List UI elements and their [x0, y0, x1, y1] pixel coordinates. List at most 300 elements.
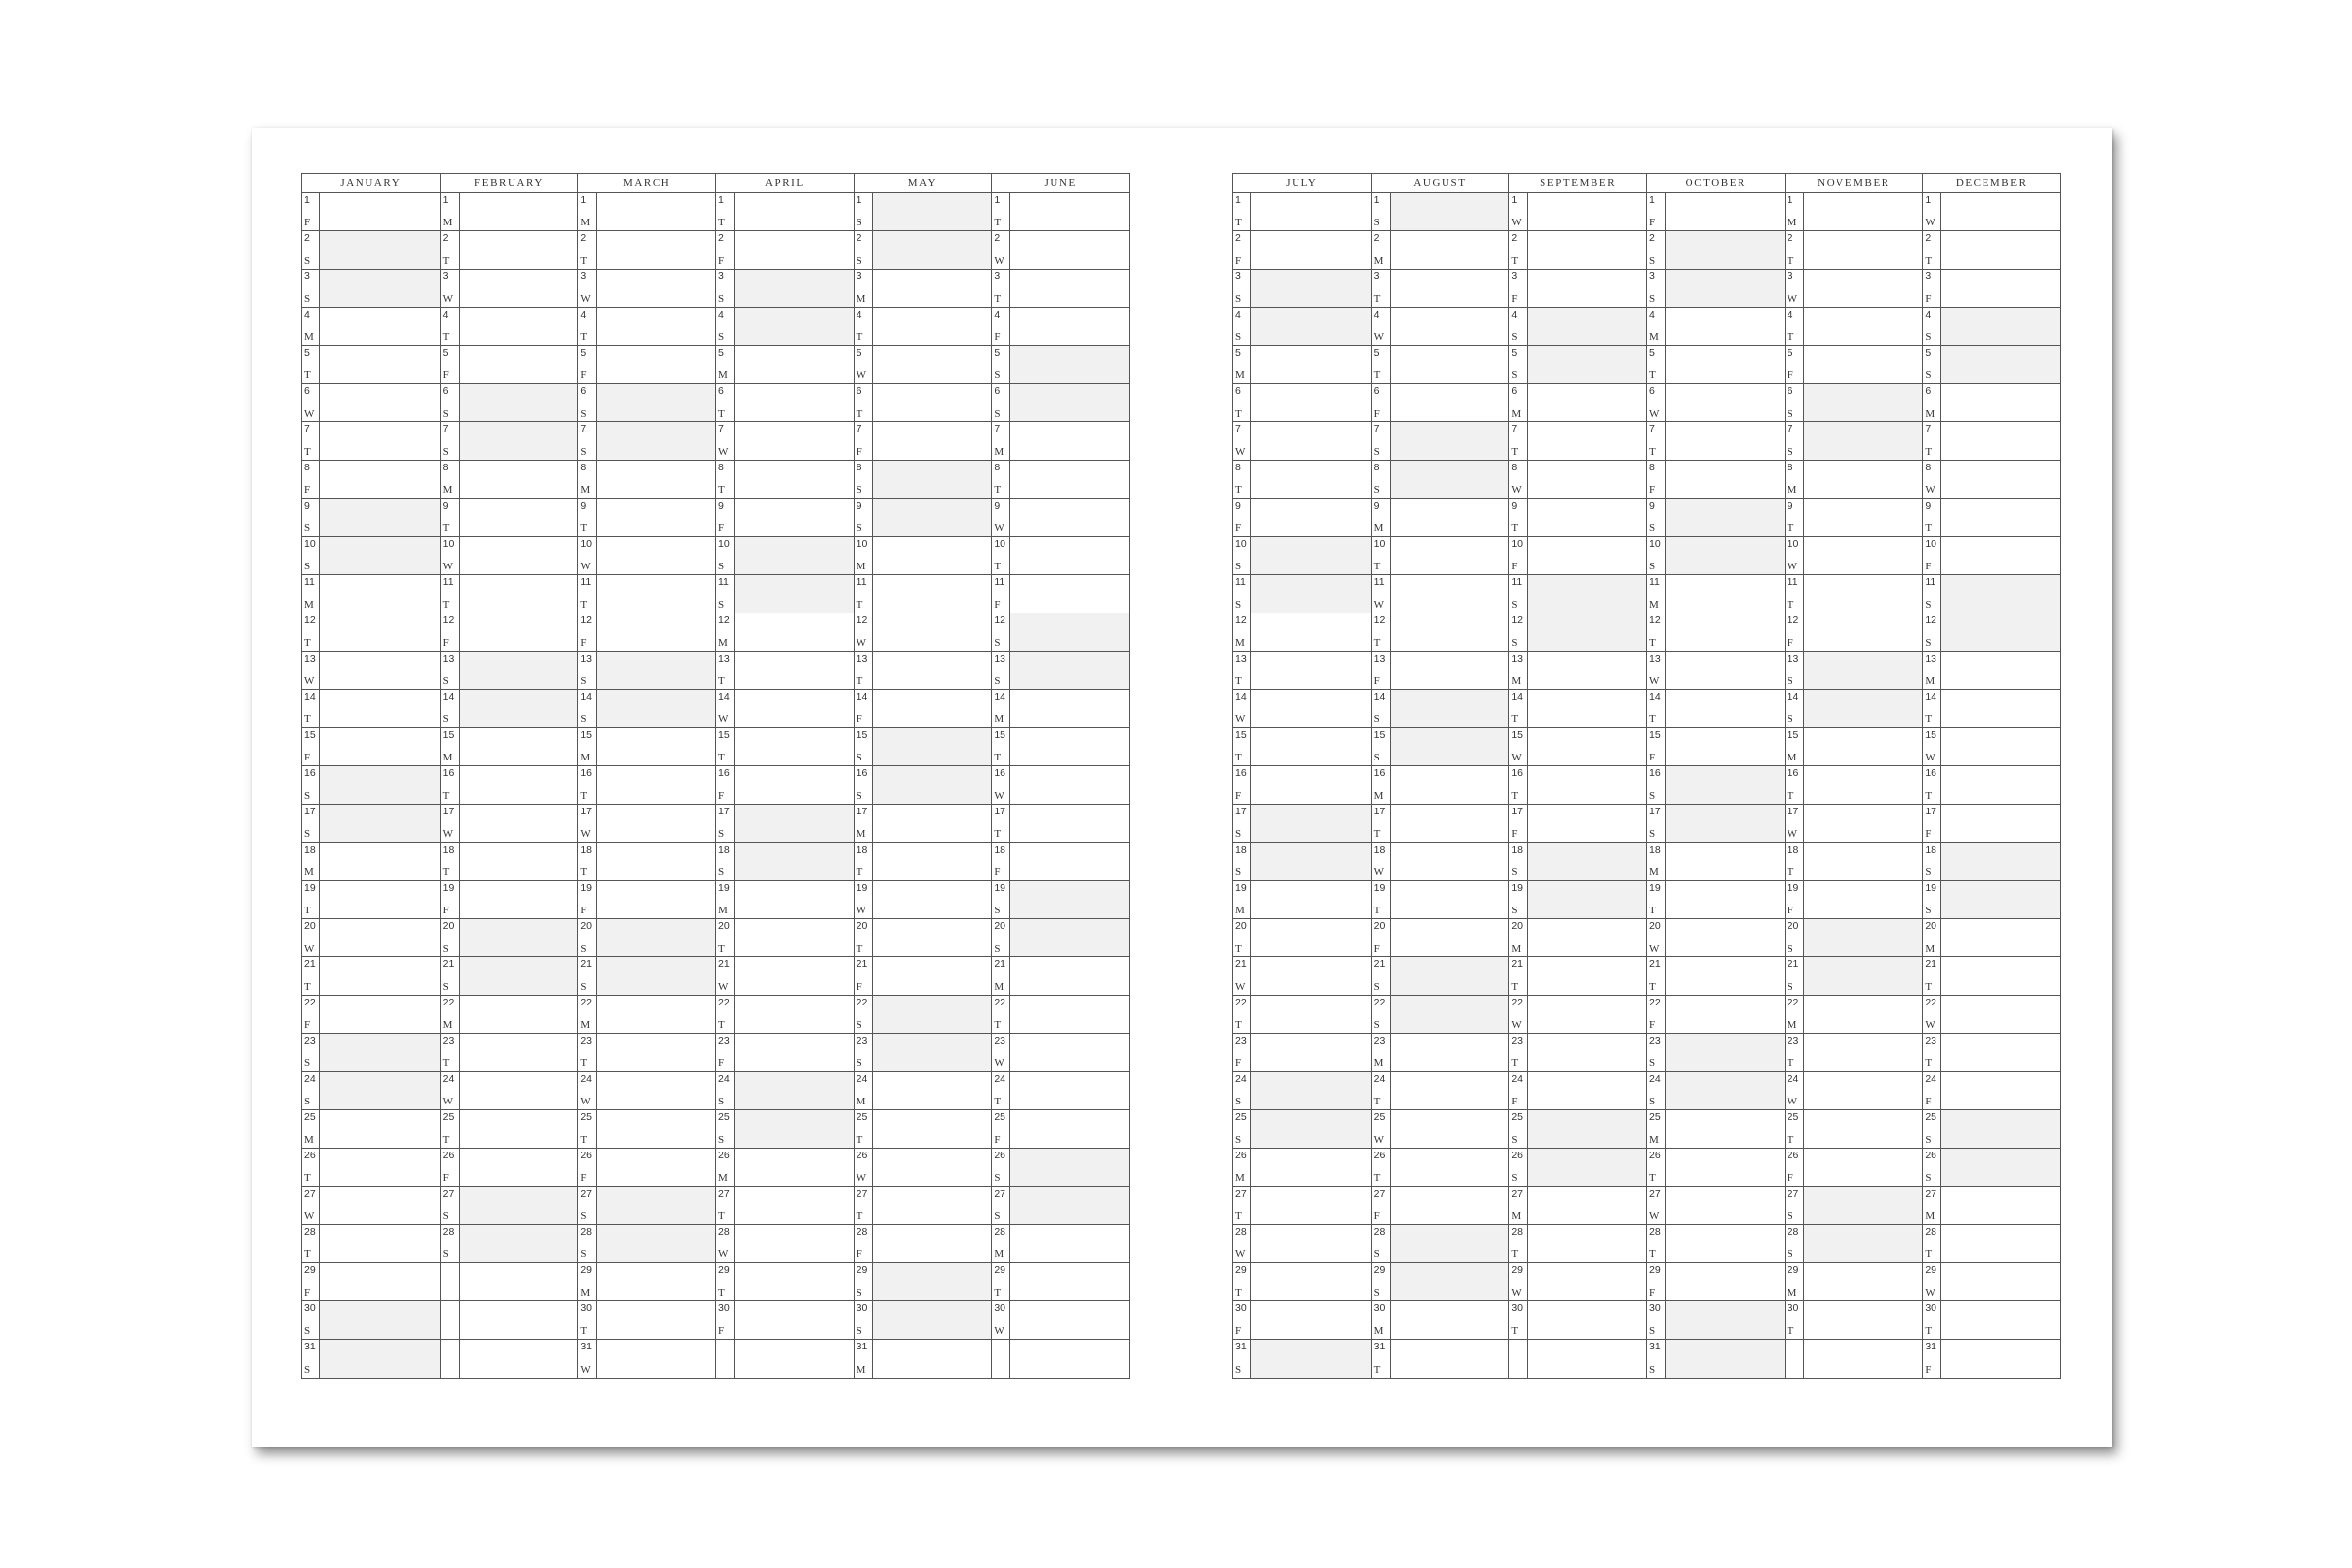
day-note-area — [1528, 1110, 1646, 1148]
month-header: JUNE — [992, 174, 1129, 193]
weekday-letter: S — [1373, 1249, 1380, 1260]
day-cell — [992, 919, 1129, 957]
weekday-letter: W — [1373, 331, 1385, 343]
weekday-letter: S — [304, 1057, 311, 1069]
day-cell — [302, 231, 440, 270]
day-number: 12 — [856, 614, 868, 626]
day-label — [855, 1034, 873, 1071]
day-number: 9 — [994, 500, 1001, 512]
day-note-area — [1941, 919, 2060, 956]
day-note-area — [735, 1110, 854, 1148]
day-label — [716, 1263, 735, 1300]
weekday-letter: T — [1649, 1249, 1656, 1260]
day-number: 22 — [1373, 997, 1386, 1008]
day-note-area — [1010, 1072, 1129, 1109]
day-note-area — [1391, 308, 1509, 345]
day-cell — [992, 766, 1129, 805]
weekday-letter: F — [1235, 522, 1242, 534]
day-number: 4 — [1787, 309, 1793, 320]
day-note-area — [1010, 499, 1129, 536]
day-cell — [1233, 537, 1371, 575]
weekday-letter: T — [1373, 369, 1381, 381]
day-number: 19 — [1649, 882, 1661, 894]
day-number: 10 — [994, 538, 1006, 550]
day-label — [1786, 422, 1804, 460]
day-number: 17 — [1373, 806, 1386, 817]
weekday-letter: W — [994, 1057, 1004, 1069]
day-cell — [716, 843, 854, 881]
weekday-letter: F — [1373, 943, 1380, 955]
day-label — [992, 1149, 1010, 1186]
weekday-letter: F — [1235, 1325, 1242, 1337]
day-note-area — [1666, 1149, 1785, 1186]
day-label — [855, 231, 873, 269]
weekday-letter: S — [1649, 1364, 1656, 1376]
day-note-area — [597, 1301, 715, 1339]
weekday-letter: W — [1373, 866, 1385, 878]
day-cell — [441, 231, 578, 270]
day-label — [1233, 499, 1251, 536]
day-label — [441, 422, 460, 460]
day-label — [992, 1263, 1010, 1300]
weekday-letter: F — [1649, 752, 1656, 763]
day-cell — [992, 690, 1129, 728]
weekday-letter: W — [580, 828, 591, 840]
day-cell — [1647, 1340, 1785, 1378]
weekday-letter: T — [304, 637, 311, 649]
day-cell — [1509, 1187, 1646, 1225]
day-note-area — [1666, 193, 1785, 230]
weekday-letter: M — [1373, 790, 1384, 802]
day-cell — [1786, 1301, 1923, 1340]
day-cell — [302, 1034, 440, 1072]
day-note-area — [1391, 537, 1509, 574]
weekday-letter: S — [1925, 1172, 1932, 1184]
day-label — [1372, 843, 1391, 880]
day-label — [1786, 843, 1804, 880]
day-cell — [1372, 996, 1509, 1034]
day-cell — [1786, 919, 1923, 957]
day-label — [1509, 308, 1528, 345]
weekday-letter: M — [718, 1172, 728, 1184]
day-cell — [1786, 422, 1923, 461]
day-note-area — [597, 1263, 715, 1300]
day-note-area — [1391, 270, 1509, 307]
day-note-area — [1528, 996, 1646, 1033]
weekday-letter: S — [1511, 1134, 1518, 1146]
weekday-letter: T — [1925, 1057, 1933, 1069]
day-label — [1372, 1187, 1391, 1224]
day-label — [1923, 422, 1941, 460]
day-label — [1372, 957, 1391, 995]
day-note-area — [1528, 1149, 1646, 1186]
day-note-area — [1528, 384, 1646, 421]
day-note-area — [873, 1149, 992, 1186]
day-label — [855, 1072, 873, 1109]
day-label — [441, 346, 460, 383]
day-number: 8 — [994, 462, 1001, 473]
weekday-letter: M — [1511, 943, 1522, 955]
weekday-letter: F — [994, 599, 1001, 611]
day-note-area — [1391, 384, 1509, 421]
weekday-letter: T — [304, 446, 311, 458]
day-cell — [1786, 805, 1923, 843]
day-cell — [992, 270, 1129, 308]
day-label — [1233, 1301, 1251, 1339]
month-header: JANUARY — [302, 174, 440, 193]
day-note-area — [1666, 1301, 1785, 1339]
weekday-letter: M — [856, 828, 866, 840]
weekday-letter: F — [1373, 408, 1380, 419]
weekday-letter: S — [1649, 828, 1656, 840]
day-number: 5 — [1787, 347, 1793, 359]
day-label — [1647, 1340, 1666, 1378]
weekday-letter: T — [856, 599, 863, 611]
day-note-area — [1941, 1263, 2060, 1300]
day-number: 1 — [994, 194, 1001, 206]
weekday-letter: S — [1925, 369, 1932, 381]
weekday-letter: M — [1925, 943, 1936, 955]
day-note-area — [1941, 1149, 2060, 1186]
weekday-letter: M — [1925, 1210, 1936, 1222]
day-note-area — [1391, 1034, 1509, 1071]
weekday-letter: S — [304, 561, 311, 572]
day-label — [1233, 843, 1251, 880]
day-label — [1509, 231, 1528, 269]
weekday-letter: T — [1925, 981, 1933, 993]
day-number: 30 — [718, 1302, 730, 1314]
day-note-area — [1391, 766, 1509, 804]
day-cell — [1923, 422, 2060, 461]
day-note-area — [1941, 1072, 2060, 1109]
weekday-letter: S — [718, 828, 725, 840]
day-label — [441, 996, 460, 1033]
day-number: 10 — [442, 538, 455, 550]
day-number: 29 — [718, 1264, 730, 1276]
day-cell — [1647, 270, 1785, 308]
day-number: 3 — [580, 270, 587, 282]
weekday-letter: S — [718, 1134, 725, 1146]
day-cell — [1233, 766, 1371, 805]
weekday-letter: F — [1925, 293, 1932, 305]
day-cell — [1372, 1340, 1509, 1378]
weekday-letter: S — [856, 484, 862, 496]
day-label — [992, 231, 1010, 269]
day-label — [1786, 575, 1804, 612]
day-note-area — [1251, 1301, 1371, 1339]
weekday-letter: M — [718, 637, 728, 649]
day-note-area — [873, 690, 992, 727]
day-cell — [716, 193, 854, 231]
day-label — [992, 613, 1010, 651]
weekday-letter: W — [442, 828, 454, 840]
day-cell — [441, 422, 578, 461]
day-note-area — [1251, 1149, 1371, 1186]
weekday-letter: S — [1235, 828, 1242, 840]
day-note-area — [873, 422, 992, 460]
day-note-area — [1010, 537, 1129, 574]
day-label — [302, 537, 320, 574]
weekday-letter: T — [304, 1172, 311, 1184]
day-label — [855, 690, 873, 727]
weekday-letter: S — [1649, 561, 1656, 572]
day-note-area — [1666, 613, 1785, 651]
day-label — [1647, 996, 1666, 1033]
day-note-area — [1251, 1340, 1371, 1378]
day-note-area — [597, 270, 715, 307]
day-label — [1372, 537, 1391, 574]
day-cell — [1509, 1301, 1646, 1340]
day-label — [1923, 499, 1941, 536]
day-label — [1647, 1149, 1666, 1186]
weekday-letter: F — [304, 752, 311, 763]
weekday-letter: S — [1373, 1019, 1380, 1031]
day-note-area — [597, 1110, 715, 1148]
day-number: 14 — [994, 691, 1006, 703]
month-column — [715, 174, 854, 1378]
day-number: 15 — [304, 729, 316, 741]
weekday-letter: F — [718, 790, 725, 802]
day-cell — [1372, 499, 1509, 537]
day-number: 12 — [304, 614, 316, 626]
weekday-letter: S — [1511, 637, 1518, 649]
day-label — [302, 1301, 320, 1339]
day-note-area — [320, 384, 440, 421]
day-label — [302, 231, 320, 269]
day-note-area — [1804, 690, 1923, 727]
day-number: 6 — [304, 385, 310, 397]
day-note-area — [735, 270, 854, 307]
day-label — [716, 1340, 735, 1378]
day-note-area — [1391, 346, 1509, 383]
day-note-area — [1528, 728, 1646, 765]
weekday-letter: W — [994, 1325, 1004, 1337]
day-number: 13 — [1373, 653, 1386, 664]
day-number: 13 — [1649, 653, 1661, 664]
day-cell — [1233, 996, 1371, 1034]
weekday-letter: M — [442, 752, 453, 763]
day-note-area — [1804, 728, 1923, 765]
day-number: 16 — [994, 767, 1006, 779]
weekday-letter: T — [442, 331, 450, 343]
day-note-area — [460, 766, 578, 804]
day-number: 6 — [1649, 385, 1655, 397]
day-note-area — [597, 957, 715, 995]
weekday-letter: S — [994, 1210, 1001, 1222]
day-label — [855, 422, 873, 460]
day-label — [1647, 1187, 1666, 1224]
weekday-letter: T — [1925, 1325, 1933, 1337]
day-number: 11 — [1373, 576, 1385, 588]
day-cell — [1509, 690, 1646, 728]
day-note-area — [320, 881, 440, 918]
weekday-letter: S — [1373, 446, 1380, 458]
day-number: 22 — [1649, 997, 1661, 1008]
day-number: 3 — [1649, 270, 1655, 282]
day-note-area — [1010, 690, 1129, 727]
day-label — [992, 919, 1010, 956]
day-note-area — [1010, 1110, 1129, 1148]
day-number: 14 — [718, 691, 730, 703]
day-number: 12 — [718, 614, 730, 626]
month-grid — [1232, 173, 2061, 1379]
weekday-letter: T — [718, 408, 725, 419]
day-number: 31 — [1373, 1341, 1386, 1352]
weekday-letter: F — [1235, 255, 1242, 267]
weekday-letter: T — [856, 943, 863, 955]
day-number: 9 — [304, 500, 310, 512]
day-cell — [578, 499, 715, 537]
day-label — [992, 690, 1010, 727]
day-note-area — [1251, 422, 1371, 460]
day-label — [578, 346, 597, 383]
day-note-area — [1941, 652, 2060, 689]
day-note-area — [597, 881, 715, 918]
day-label — [1647, 1225, 1666, 1262]
day-number: 1 — [1649, 194, 1655, 206]
month-header: NOVEMBER — [1786, 174, 1923, 193]
day-number: 30 — [1373, 1302, 1386, 1314]
day-number: 1 — [1235, 194, 1241, 206]
day-number: 17 — [1925, 806, 1937, 817]
day-label — [1372, 652, 1391, 689]
weekday-letter: T — [1373, 905, 1381, 916]
day-number: 3 — [1787, 270, 1793, 282]
day-number: 16 — [1925, 767, 1937, 779]
weekday-letter: W — [1511, 1287, 1522, 1298]
day-label — [1647, 270, 1666, 307]
weekday-letter: W — [580, 561, 591, 572]
weekday-letter: T — [1649, 446, 1656, 458]
weekday-letter: F — [304, 1019, 311, 1031]
weekday-letter: W — [1787, 828, 1798, 840]
day-label — [1923, 766, 1941, 804]
day-cell — [1509, 919, 1646, 957]
day-note-area — [460, 1225, 578, 1262]
day-note-area — [597, 461, 715, 498]
day-label — [1233, 1225, 1251, 1262]
day-label — [855, 996, 873, 1033]
day-label — [1233, 193, 1251, 230]
day-cell — [302, 919, 440, 957]
day-number: 18 — [1511, 844, 1524, 856]
day-number: 5 — [580, 347, 587, 359]
day-number: 5 — [1235, 347, 1241, 359]
day-note-area — [873, 575, 992, 612]
day-note-area — [735, 231, 854, 269]
day-number: 20 — [304, 920, 316, 932]
day-cell — [855, 843, 992, 881]
day-note-area — [735, 843, 854, 880]
day-note-area — [320, 957, 440, 995]
weekday-letter: S — [442, 446, 449, 458]
day-label — [1509, 652, 1528, 689]
day-cell — [578, 461, 715, 499]
day-number: 27 — [304, 1188, 316, 1200]
day-number: 2 — [1649, 232, 1655, 244]
day-label — [1923, 881, 1941, 918]
month-column — [1233, 174, 1371, 1378]
day-note-area — [320, 1225, 440, 1262]
day-cell — [1786, 346, 1923, 384]
weekday-letter: S — [1649, 790, 1656, 802]
day-note-area — [873, 805, 992, 842]
day-label — [441, 499, 460, 536]
day-number: 27 — [1787, 1188, 1799, 1200]
empty-day-cell — [716, 1340, 854, 1378]
day-cell — [1647, 1263, 1785, 1301]
day-note-area — [735, 1072, 854, 1109]
day-number: 14 — [1787, 691, 1799, 703]
day-note-area — [1804, 1225, 1923, 1262]
day-note-area — [1391, 728, 1509, 765]
day-number: 10 — [1373, 538, 1386, 550]
day-label — [302, 1072, 320, 1109]
day-cell — [1509, 308, 1646, 346]
day-label — [1923, 652, 1941, 689]
day-number: 13 — [442, 653, 455, 664]
weekday-letter: S — [856, 1325, 862, 1337]
weekday-letter: T — [442, 866, 450, 878]
weekday-letter: T — [304, 1249, 311, 1260]
month-header: JULY — [1233, 174, 1371, 193]
weekday-letter: W — [304, 1210, 315, 1222]
day-number: 13 — [1235, 653, 1247, 664]
day-cell — [1372, 1263, 1509, 1301]
day-number: 6 — [1373, 385, 1380, 397]
weekday-letter: T — [580, 1057, 588, 1069]
day-note-area — [1804, 1034, 1923, 1071]
weekday-letter: T — [994, 484, 1002, 496]
weekday-letter: W — [994, 522, 1004, 534]
weekday-letter: W — [718, 713, 729, 725]
weekday-letter: S — [580, 943, 587, 955]
day-note-area — [597, 843, 715, 880]
day-note-area — [320, 1187, 440, 1224]
day-label — [1786, 231, 1804, 269]
day-label — [992, 308, 1010, 345]
weekday-letter: M — [304, 331, 314, 343]
day-note-area — [597, 1225, 715, 1262]
day-number: 1 — [1787, 194, 1793, 206]
weekday-letter: M — [1649, 331, 1659, 343]
day-number: 24 — [442, 1073, 455, 1085]
day-note-area — [1010, 613, 1129, 651]
weekday-letter: S — [1373, 752, 1380, 763]
day-label — [992, 1340, 1010, 1378]
day-label — [716, 652, 735, 689]
day-label — [1923, 537, 1941, 574]
day-cell — [1509, 1263, 1646, 1301]
day-label — [992, 1225, 1010, 1262]
day-label — [441, 652, 460, 689]
day-note-area — [873, 1225, 992, 1262]
day-number: 16 — [1787, 767, 1799, 779]
day-note-area — [320, 193, 440, 230]
weekday-letter: F — [1235, 1057, 1242, 1069]
day-label — [1233, 1149, 1251, 1186]
day-label — [302, 1110, 320, 1148]
day-label — [1786, 1187, 1804, 1224]
weekday-letter: S — [718, 331, 725, 343]
day-label — [1509, 499, 1528, 536]
day-label — [1372, 1340, 1391, 1378]
day-label — [716, 575, 735, 612]
day-number: 18 — [1925, 844, 1937, 856]
day-label — [1923, 919, 1941, 956]
day-cell — [441, 575, 578, 613]
day-cell — [441, 346, 578, 384]
